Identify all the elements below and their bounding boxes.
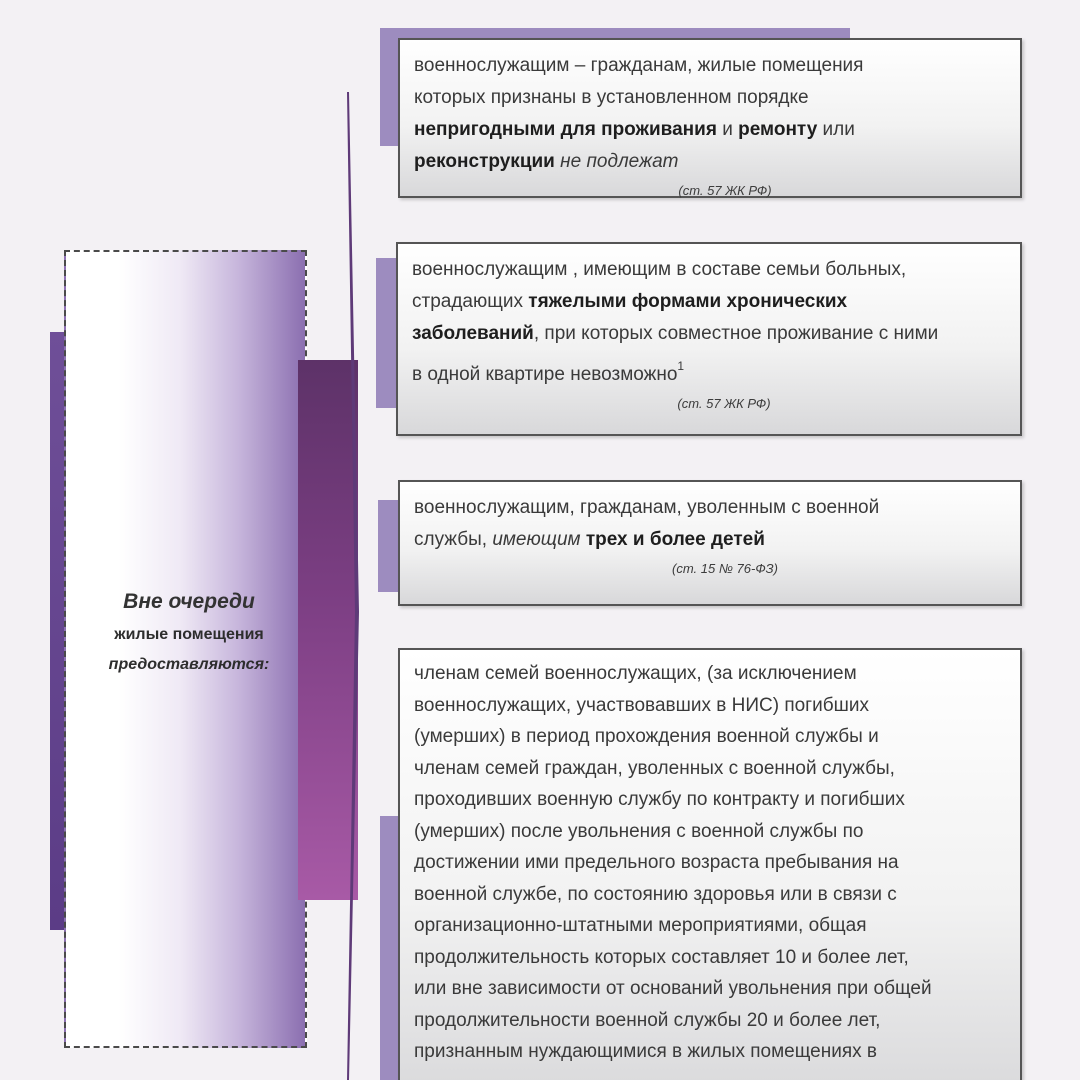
card-2-line-2: [412, 286, 1006, 318]
card-1-line-4: [414, 146, 1006, 178]
card-2-line-1: военнослужащим , имеющим в составе семьи больных,: [412, 259, 907, 280]
card-4-line: (умерших) в период прохождения военной службы и: [414, 726, 879, 747]
left-caption: [64, 590, 314, 674]
left-verb: предоставляются:: [108, 656, 270, 673]
card-4-line: проходивших военную службу по контракту и погибших: [414, 789, 905, 810]
left-subtitle: жилые помещения: [114, 626, 264, 643]
card-3-line-1: военнослужащим, гражданам, уволенным с военной: [414, 497, 880, 518]
card-1: [398, 38, 1022, 198]
left-title: Вне очереди: [123, 590, 255, 613]
card-4-line: членам семей граждан, уволенных с военной службы,: [414, 757, 895, 779]
card-2-ref: (ст. 57 ЖК РФ): [677, 396, 771, 411]
card-3-lead: службы,: [414, 529, 493, 550]
card-4-line: военной службе, по состоянию здоровья или в связи с: [414, 883, 897, 905]
card-1-ref: (ст. 57 ЖК РФ): [678, 183, 772, 198]
card-1-tail: или: [817, 119, 855, 140]
card-3-ref: (ст. 15 № 76-ФЗ): [672, 561, 778, 576]
card-2-line-3: [412, 318, 1006, 350]
card-3-bold: трех и более детей: [585, 529, 765, 550]
card-1-bold-1: непригодными для проживания: [414, 119, 717, 140]
card-4-line: или вне зависимости от оснований увольнения при общей: [414, 978, 932, 999]
card-4-line: военнослужащих, участвовавших в НИС) погибших: [414, 694, 869, 716]
spine-arrow: [335, 92, 365, 1080]
card-1-line-2: которых признаны в установленном порядке: [414, 87, 809, 108]
card-4-line: признанным нуждающимися в жилых помещениях в: [414, 1041, 877, 1062]
card-4: [398, 648, 1022, 1080]
card-1-bold-2: ремонту: [738, 119, 818, 140]
card-4-line: достижении ими предельного возраста пребывания на: [414, 852, 899, 873]
card-2: [396, 242, 1022, 436]
card-1-line-3: [414, 114, 1006, 146]
card-4-line: продолжительности военной службы 20 и более лет,: [414, 1009, 881, 1031]
card-4-line: организационно-штатными мероприятиями, общая: [414, 915, 867, 936]
card-4-line: членам семей военнослужащих, (за исключением: [414, 663, 857, 684]
card-1-line-1: военнослужащим – гражданам, жилые помещения: [414, 55, 864, 76]
footnote-marker: 1: [677, 359, 685, 373]
card-2-end: в одной квартире невозможно: [412, 364, 678, 385]
card-4-line: (умерших) после увольнения с военной службы по: [414, 820, 864, 842]
card-2-bold-2: заболеваний: [412, 323, 534, 344]
card-2-mid: , при которых совместное проживание с ними: [533, 323, 939, 344]
card-2-line-4: [412, 350, 1006, 391]
card-1-bold-3: реконструкции: [414, 151, 555, 172]
card-2-lead: страдающих: [412, 291, 529, 312]
card-3-italic: имеющим: [492, 529, 581, 550]
card-3-line-2: [414, 524, 1006, 556]
card-4-line: продолжительность которых составляет 10 и более лет,: [414, 946, 909, 968]
card-3: [398, 480, 1022, 606]
card-1-italic: не подлежат: [554, 151, 679, 172]
card-2-bold-1: тяжелыми формами хронических: [528, 291, 848, 312]
card-1-conj: и: [716, 119, 739, 140]
